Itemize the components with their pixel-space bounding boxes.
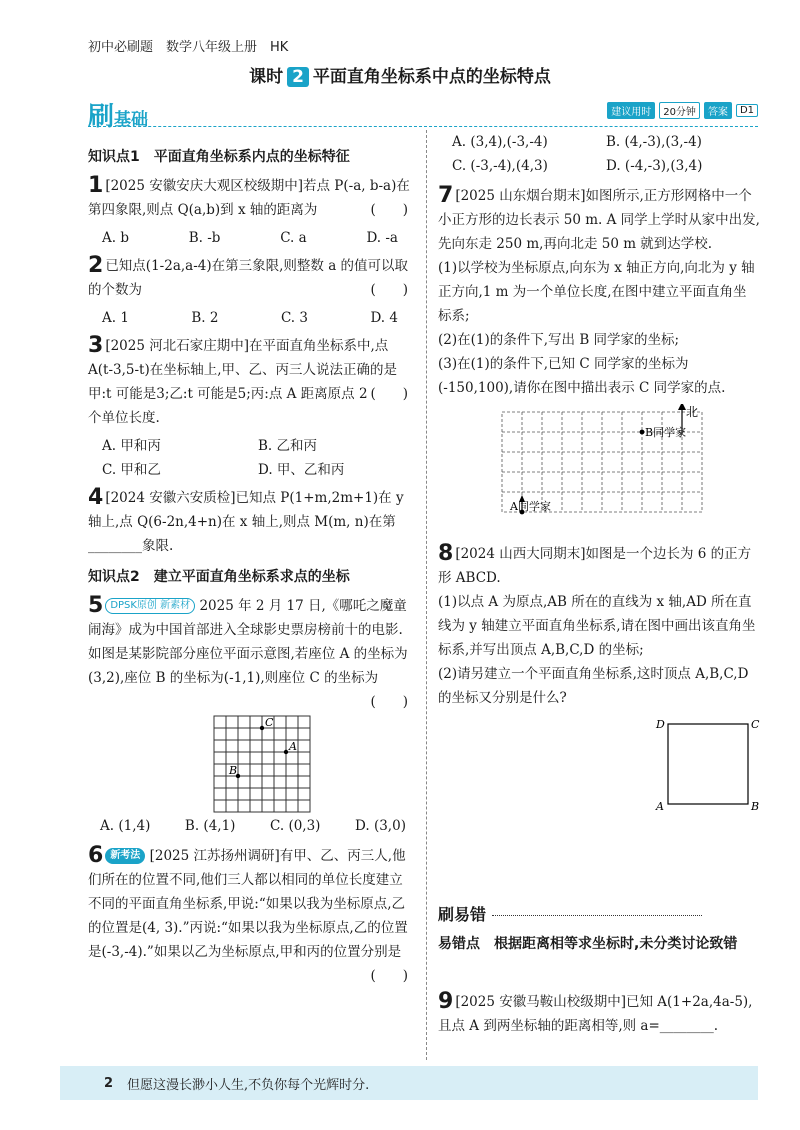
option: D. -a xyxy=(366,230,398,246)
vertex-b-label: B xyxy=(751,800,760,813)
options-5 xyxy=(88,814,414,838)
seat-a-label: A xyxy=(289,740,297,753)
question-5 xyxy=(88,593,414,710)
answer-bracket: ( ) xyxy=(370,386,408,402)
section-basic xyxy=(88,96,148,133)
vertex-a-label: A xyxy=(656,800,664,813)
question-text: [2024 山西大同期末]如图是一个边长为 6 的正方形 ABCD. xyxy=(438,546,752,586)
answer-label: 答案 xyxy=(704,102,732,119)
option: B. (4,1) xyxy=(184,818,236,834)
brush-char: 刷 xyxy=(88,102,115,132)
basic-label: 基础 xyxy=(114,110,149,130)
question-text: 已知点(1-2a,a-4)在第三象限,则整数 a 的值可以取的个数为 xyxy=(88,258,409,298)
option: D. (3,0) xyxy=(355,818,406,834)
page-number: 2 xyxy=(104,1075,114,1091)
option: A. (1,4) xyxy=(100,818,151,834)
answer-bracket: ( ) xyxy=(370,282,408,298)
original-tag: DPSK原创 新素材 xyxy=(105,598,195,614)
options-3 xyxy=(88,434,414,482)
square-abcd xyxy=(668,724,748,804)
question-8 xyxy=(438,542,760,710)
option: C. 3 xyxy=(280,310,308,326)
options-1 xyxy=(88,226,414,250)
option: C. (-3,-4),(4,3) xyxy=(452,158,548,174)
option: A. (3,4),(-3,-4) xyxy=(452,134,548,150)
option: D. (-4,-3),(3,4) xyxy=(606,158,703,174)
left-column xyxy=(88,142,414,988)
question-7 xyxy=(438,184,760,400)
school-grid-figure xyxy=(438,404,760,524)
question-part-2: (2)请另建立一个平面直角坐标系,这时顶点 A,B,C,D 的坐标又分别是什么? xyxy=(438,666,749,706)
answer-bracket: ( ) xyxy=(370,694,408,710)
answer-bracket: ( ) xyxy=(370,968,408,984)
north-label: 北 xyxy=(686,405,699,419)
error-section-title: 刷易错 xyxy=(438,905,487,924)
north-arrowhead xyxy=(678,404,686,410)
a-home-label: A同学家 xyxy=(510,500,551,513)
options-6 xyxy=(438,130,760,178)
question-number: 9 xyxy=(438,989,454,1014)
question-1 xyxy=(88,174,414,222)
b-home-label: B同学家 xyxy=(645,426,687,439)
seat-a-point xyxy=(284,750,288,754)
b-home-point xyxy=(640,430,645,435)
question-extra: 甲:t 可能是3;乙:t 可能是5;丙:点 A 距离原点 2 个单位长度. xyxy=(88,386,368,426)
question-number: 3 xyxy=(88,333,104,358)
question-text: [2025 安徽马鞍山校级期中]已知 A(1+2a,4a-5),且点 A 到两坐标轴的距离相等,则 a=________. xyxy=(438,994,753,1034)
option: D. 甲、乙和丙 xyxy=(258,462,345,478)
question-3 xyxy=(88,334,414,430)
footer-motto: 但愿这漫长渺小人生,不负你每个光辉时分. xyxy=(127,1077,370,1093)
question-4 xyxy=(88,486,414,558)
option: C. (0,3) xyxy=(270,818,321,834)
seat-c-point xyxy=(260,726,264,730)
question-part-1: (1)以学校为坐标原点,向东为 x 轴正方向,向北为 y 轴正方向,1 m 为一个单位长度,在图中建立平面直角坐标系; xyxy=(438,260,755,324)
error-section-header xyxy=(438,902,760,925)
option: B. (4,-3),(3,-4) xyxy=(606,134,702,150)
option: A. 1 xyxy=(102,310,129,326)
question-number: 6 xyxy=(88,843,104,868)
answer-value: D1 xyxy=(736,104,758,117)
option: B. 2 xyxy=(191,310,219,326)
option: A. 甲和丙 xyxy=(102,438,161,454)
lesson-number: 2 xyxy=(287,67,309,87)
question-part-3: (3)在(1)的条件下,已知 C 同学家的坐标为(-150,100),请你在图中描出表示 C 同学家的点. xyxy=(438,356,726,396)
right-column xyxy=(438,130,760,814)
header-rule xyxy=(88,126,758,127)
question-number: 8 xyxy=(438,541,454,566)
knowledge-point-2: 知识点2 建立平面直角坐标系求点的坐标 xyxy=(88,569,350,585)
time-label: 建议用时 xyxy=(607,102,655,119)
knowledge-point-1: 知识点1 平面直角坐标系内点的坐标特征 xyxy=(88,149,350,165)
square-abcd-figure xyxy=(438,714,760,814)
lesson-title-text: 平面直角坐标系中点的坐标特点 xyxy=(312,67,551,87)
question-text: [2025 山东烟台期末]如图所示,正方形网格中一个小正方形的边长表示 50 m. A 同学上学时从家中出发,先向东走 250 m,再向北走 50 m 就到达学校. xyxy=(438,188,760,252)
question-number: 2 xyxy=(88,253,104,278)
option: C. 甲和乙 xyxy=(102,462,161,478)
book-header: 初中必刷题 数学八年级上册 HK xyxy=(88,40,289,55)
question-number: 5 xyxy=(88,593,104,618)
option: D. 4 xyxy=(370,310,398,326)
question-text: 2025 年 2 月 17 日,《哪吒之魔童闹海》成为中国首部进入全球影史票房榜前十的电影. 如图是某影院部分座位平面示意图,若座位 A 的坐标为(3,2),座位 B 的坐标为(-1,1),则座位 C 的坐标为 xyxy=(88,598,408,686)
question-2 xyxy=(88,254,414,302)
error-point: 易错点 根据距离相等求坐标时,未分类讨论致错 xyxy=(438,936,738,952)
page-footer xyxy=(60,1066,758,1100)
question-text: [2025 江苏扬州调研]有甲、乙、丙三人,他们所在的位置不同,他们三人都以相同的单位长度建立不同的平面直角坐标系,甲说:“如果以我为坐标原点,乙的位置是(4, 3).”丙说:“如果以我为坐标原点,乙的位置是(-3,-4).”如果以乙为坐标原点,甲和丙的位置分别是 xyxy=(88,848,408,960)
column-divider xyxy=(426,130,427,1060)
question-6 xyxy=(88,843,414,984)
seat-c-label: C xyxy=(265,716,274,729)
option: B. 乙和丙 xyxy=(258,438,318,454)
question-number: 7 xyxy=(438,183,454,208)
question-part-1: (1)以点 A 为原点,AB 所在的直线为 x 轴,AD 所在直线为 y 轴建立平面直角坐标系,请在图中画出该直角坐标系,并写出顶点 A,B,C,D 的坐标; xyxy=(438,594,756,658)
vertex-d-label: D xyxy=(656,718,665,731)
seat-grid-figure xyxy=(88,714,414,814)
answer-bracket: ( ) xyxy=(370,202,408,218)
time-box xyxy=(607,102,758,119)
question-text: [2025 河北石家庄期中]在平面直角坐标系中,点 A(t-3,5-t)在坐标轴上,甲、乙、丙三人说法正确的是 xyxy=(88,338,398,378)
vertex-c-label: C xyxy=(751,718,760,731)
option: A. b xyxy=(102,230,129,246)
question-number: 4 xyxy=(88,485,104,510)
options-2 xyxy=(88,306,414,330)
new-exam-tag: 新考法 xyxy=(105,848,145,864)
question-text: [2024 安徽六安质检]已知点 P(1+m,2m+1)在 y 轴上,点 Q(6-2n,4+n)在 x 轴上,则点 M(m, n)在第________象限. xyxy=(88,490,404,554)
question-9 xyxy=(438,990,760,1038)
time-value: 20分钟 xyxy=(659,102,700,119)
question-text: [2025 安徽安庆大观区校级期中]若点 P(-a, b-a)在第四象限,则点 Q(a,b)到 x 轴的距离为 xyxy=(88,178,410,218)
option: B. -b xyxy=(188,230,221,246)
lesson-title xyxy=(0,62,800,87)
question-part-2: (2)在(1)的条件下,写出 B 同学家的坐标; xyxy=(438,332,680,348)
error-section-line xyxy=(492,915,702,916)
question-number: 1 xyxy=(88,173,104,198)
lesson-prefix: 课时 xyxy=(249,67,284,87)
seat-b-label: B xyxy=(229,764,238,777)
option: C. a xyxy=(280,230,307,246)
